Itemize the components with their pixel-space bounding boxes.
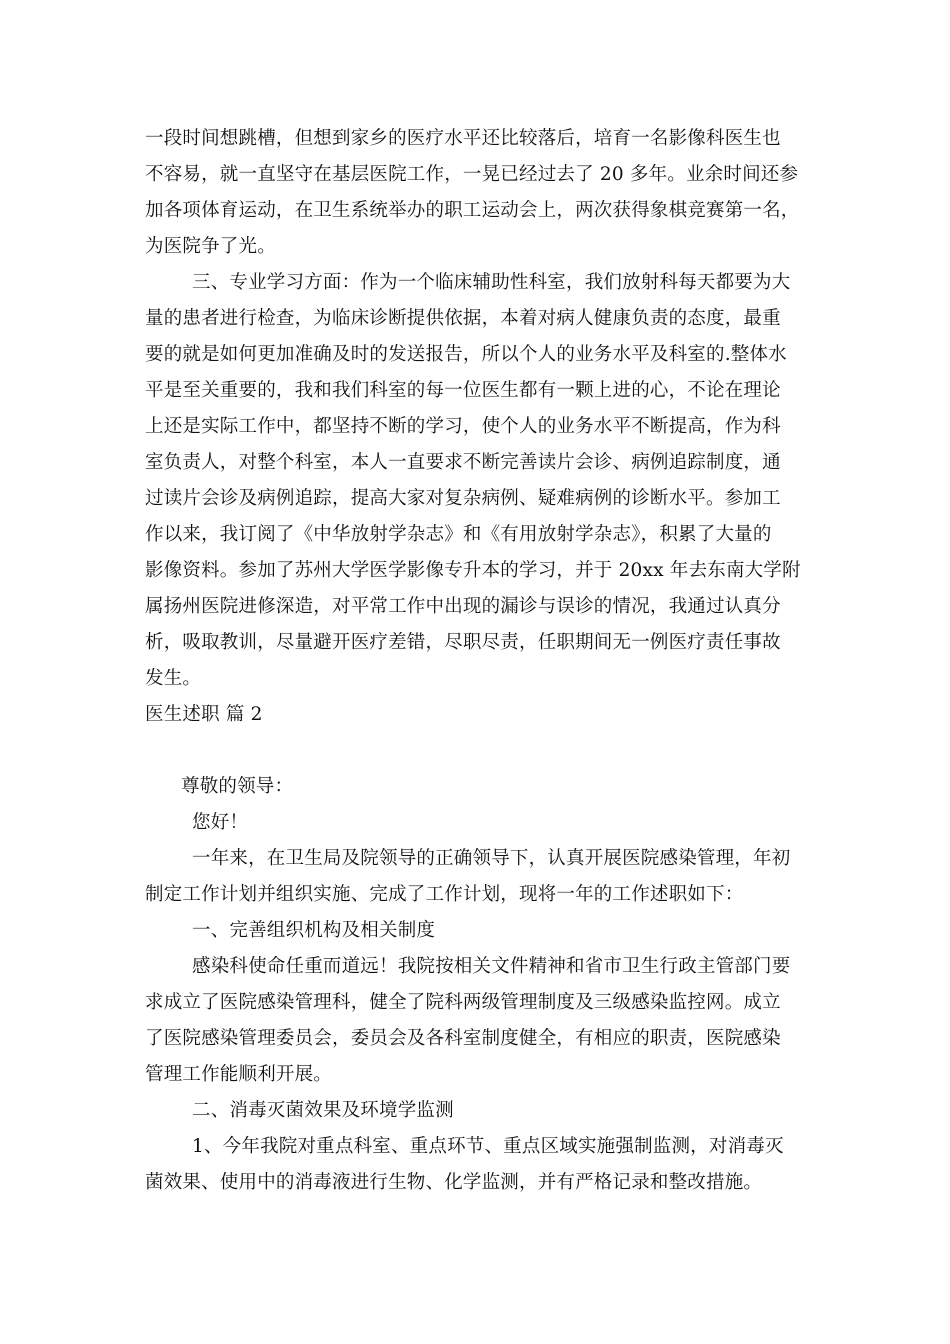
paragraph-line: 析，吸取教训，尽量避开医疗差错，尽职尽责，任职期间无一例医疗责任事故: [145, 632, 781, 653]
section-heading-line: 三、专业学习方面：作为一个临床辅助性科室，我们放射科每天都要为大: [192, 272, 791, 293]
paragraph-line: 求成立了医院感染管理科，健全了院科两级管理制度及三级感染监控网。成立: [145, 992, 781, 1013]
salutation: 尊敬的领导：: [181, 776, 294, 797]
paragraph-line: 平是至关重要的，我和我们科室的每一位医生都有一颗上进的心，不论在理论: [145, 380, 781, 401]
paragraph-line: 量的患者进行检查，为临床诊断提供依据，本着对病人健康负责的态度，最重: [145, 308, 781, 329]
paragraph-line: 了医院感染管理委员会，委员会及各科室制度健全，有相应的职责，医院感染: [145, 1028, 781, 1049]
paragraph-line: 感染科使命任重而道远！我院按相关文件精神和省市卫生行政主管部门要: [192, 956, 791, 977]
paragraph-line: 室负责人，对整个科室，本人一直要求不断完善读片会诊、病例追踪制度，通: [145, 452, 781, 473]
paragraph-line: 属扬州医院进修深造，对平常工作中出现的漏诊与误诊的情况，我通过认真分: [145, 596, 781, 617]
section-heading: 二、消毒灭菌效果及环境学监测: [192, 1100, 454, 1121]
paragraph-line: 作以来，我订阅了《中华放射学杂志》和《有用放射学杂志》，积累了大量的: [145, 524, 772, 545]
greeting: 您好！: [192, 812, 249, 833]
paragraph-line: 菌效果、使用中的消毒液进行生物、化学监测，并有严格记录和整改措施。: [145, 1172, 763, 1193]
paragraph-line: 过读片会诊及病例追踪，提高大家对复杂病例、疑难病例的诊断水平。参加工: [145, 488, 781, 509]
paragraph-line: 一段时间想跳槽，但想到家乡的医疗水平还比较落后，培育一名影像科医生也: [145, 128, 781, 149]
paragraph-line: 影像资料。参加了苏州大学医学影像专升本的学习，并于 20xx 年去东南大学附: [145, 560, 801, 581]
paragraph-line: 不容易，就一直坚守在基层医院工作，一晃已经过去了 20 多年。业余时间还参: [145, 164, 799, 185]
section-heading: 一、完善组织机构及相关制度: [192, 920, 436, 941]
paragraph-line: 上还是实际工作中，都坚持不断的学习，使个人的业务水平不断提高，作为科: [145, 416, 781, 437]
paragraph-line: 一年来，在卫生局及院领导的正确领导下，认真开展医院感染管理，年初: [192, 848, 791, 869]
paragraph-line: 为医院争了光。: [145, 236, 276, 257]
paragraph-line: 1、今年我院对重点科室、重点环节、重点区域实施强制监测，对消毒灭: [192, 1136, 784, 1157]
paragraph-line: 管理工作能顺利开展。: [145, 1064, 333, 1085]
paragraph-line: 制定工作计划并组织实施、完成了工作计划，现将一年的工作述职如下：: [145, 884, 744, 905]
paragraph-line: 要的就是如何更加准确及时的发送报告，所以个人的业务水平及科室的.整体水: [145, 344, 787, 365]
paragraph-line: 发生。: [145, 668, 202, 689]
article-title: 医生述职 篇 2: [145, 704, 263, 725]
paragraph-line: 加各项体育运动，在卫生系统举办的职工运动会上，两次获得象棋竞赛第一名，: [145, 200, 800, 221]
